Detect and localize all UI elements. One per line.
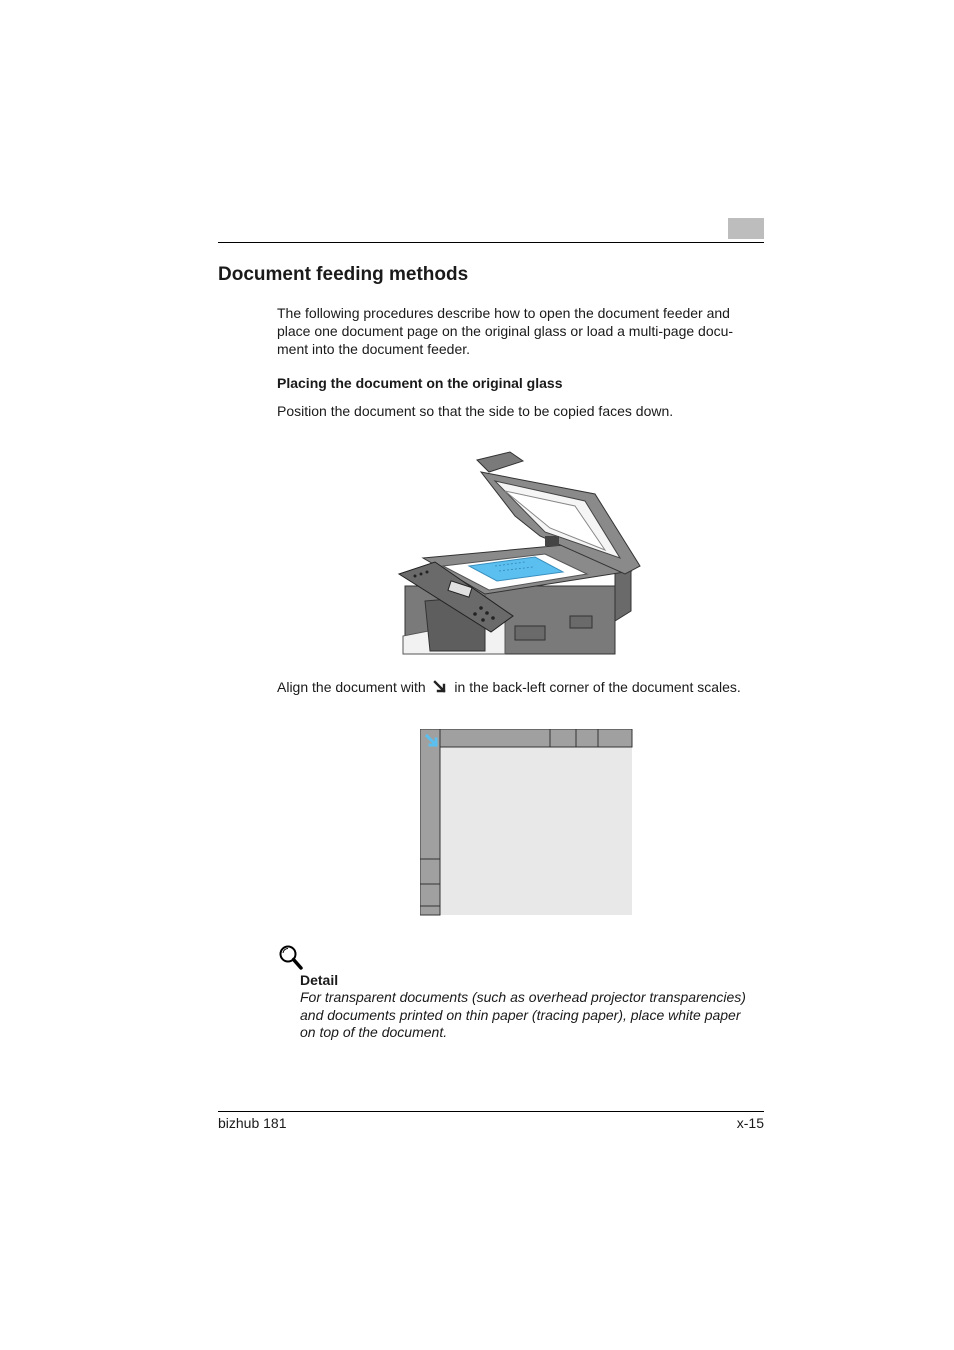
step-2-before: Align the document with bbox=[277, 679, 426, 695]
alignment-arrow-icon bbox=[433, 680, 448, 695]
detail-line: on top of the document. bbox=[300, 1024, 448, 1040]
footer-product: bizhub 181 bbox=[218, 1115, 287, 1131]
intro-paragraph bbox=[277, 304, 767, 358]
detail-title: Detail bbox=[300, 972, 339, 988]
intro-line: The following procedures describe how to open the document feeder and bbox=[277, 305, 730, 321]
footer-rule bbox=[218, 1111, 764, 1112]
chapter-tab bbox=[728, 218, 764, 239]
step-1-text: Position the document so that the side to be copied faces down. bbox=[277, 403, 674, 419]
step-2-after: in the back-left corner of the document scales. bbox=[454, 679, 741, 695]
detail-line: and documents printed on thin paper (tracing paper), place white paper bbox=[300, 1006, 741, 1023]
header-rule bbox=[218, 242, 764, 243]
step-2-text bbox=[277, 678, 777, 696]
intro-line: place one document page on the original glass or load a multi-page docu- bbox=[277, 323, 734, 339]
copier-illustration bbox=[395, 446, 645, 656]
intro-line: ment into the document feeder. bbox=[277, 341, 471, 357]
subheading: Placing the document on the original glass bbox=[277, 375, 563, 391]
magnifier-icon bbox=[278, 944, 304, 972]
detail-text bbox=[300, 989, 770, 1042]
document-scales-diagram bbox=[420, 729, 633, 916]
footer-page-number: x-15 bbox=[736, 1115, 764, 1131]
detail-line: For transparent documents (such as overhead projector transparencies) bbox=[300, 989, 746, 1005]
section-title: Document feeding methods bbox=[218, 264, 469, 285]
